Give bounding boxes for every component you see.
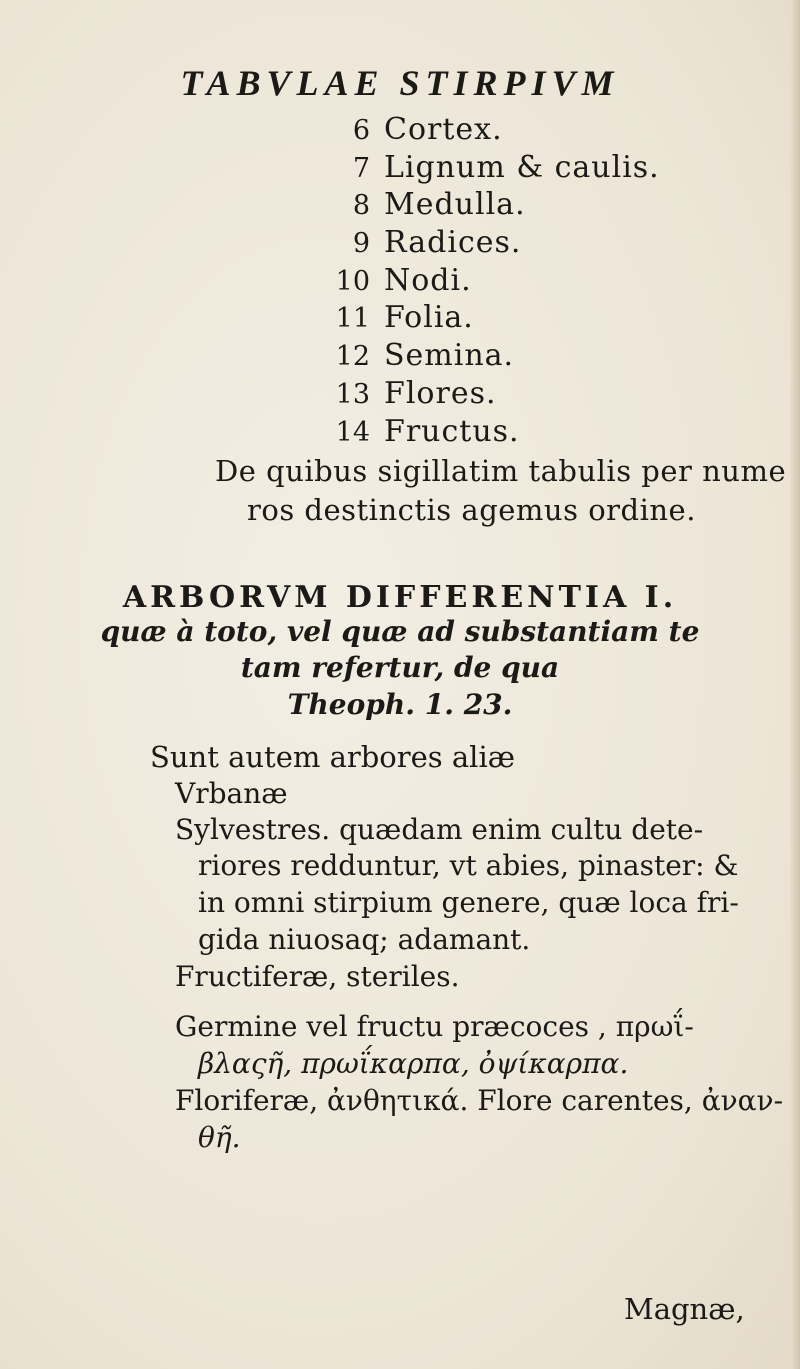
body-line-greek: θῆ.	[198, 1121, 241, 1154]
item-number: 14	[335, 416, 370, 448]
body-line: Sunt autem arbores aliæ	[150, 740, 515, 774]
parts-list	[290, 112, 660, 451]
item-text: Semina.	[384, 338, 515, 374]
item-number: 7	[352, 152, 370, 184]
item-number: 12	[335, 341, 370, 373]
body-line: Fructiferæ, steriles.	[175, 960, 460, 993]
body-line: Vrbanæ	[175, 777, 288, 810]
list-item	[290, 414, 660, 452]
item-text: Flores.	[384, 375, 497, 411]
intro-line-1: De quibus sigillatim tabulis per nume	[215, 454, 787, 488]
section-heading: ARBORVM DIFFERENTIA I.	[122, 580, 678, 615]
running-head: TABVLAE STIRPIVM	[180, 63, 620, 103]
item-text: Folia.	[384, 300, 474, 336]
section-subheading-1: quæ à toto, vel quæ ad substantiam te	[100, 615, 700, 648]
item-number: 6	[352, 115, 370, 146]
list-item	[290, 225, 660, 263]
item-number: 8	[352, 190, 370, 222]
body-line: in omni stirpium genere, quæ loca fri-	[198, 886, 739, 919]
item-number: 10	[335, 265, 370, 297]
item-number: 13	[335, 378, 370, 410]
list-item	[290, 187, 660, 225]
section-subheading-2: tam refertur, de qua	[240, 651, 560, 684]
catchword: Magnæ,	[624, 1292, 745, 1326]
body-line: riores redduntur, vt abies, pinaster: &	[198, 849, 739, 882]
list-item	[290, 112, 660, 150]
body-line-greek: βλαςῆ, πρωΐκαρπα, ὀψίκαρπα.	[198, 1047, 629, 1080]
body-line: gida niuosaq; adamant.	[198, 923, 531, 956]
body-line: Sylvestres. quædam enim cultu dete-	[175, 813, 704, 846]
intro-line-2: ros destinctis agemus ordine.	[247, 493, 696, 527]
item-number: 9	[352, 228, 370, 260]
section-subheading-3: Theoph. 1. 23.	[287, 688, 513, 721]
item-number: 11	[335, 303, 370, 335]
list-item	[290, 338, 660, 376]
list-item	[290, 300, 660, 338]
page-edge	[790, 0, 800, 1369]
item-text: Nodi.	[384, 262, 472, 298]
list-item	[290, 150, 660, 188]
body-line: Germine vel fructu præcoces , πρωΐ-	[175, 1010, 694, 1043]
item-text: Fructus.	[384, 413, 520, 449]
body-line: Floriferæ, ἀνθητικά. Flore carentes, ἀναν-	[175, 1084, 784, 1117]
item-text: Radices.	[384, 225, 522, 261]
list-item	[290, 263, 660, 301]
item-text: Medulla.	[384, 187, 526, 223]
list-item	[290, 376, 660, 414]
item-text: Lignum & caulis.	[384, 149, 660, 185]
intro-paragraph	[215, 452, 795, 530]
item-text: Cortex.	[384, 112, 503, 147]
